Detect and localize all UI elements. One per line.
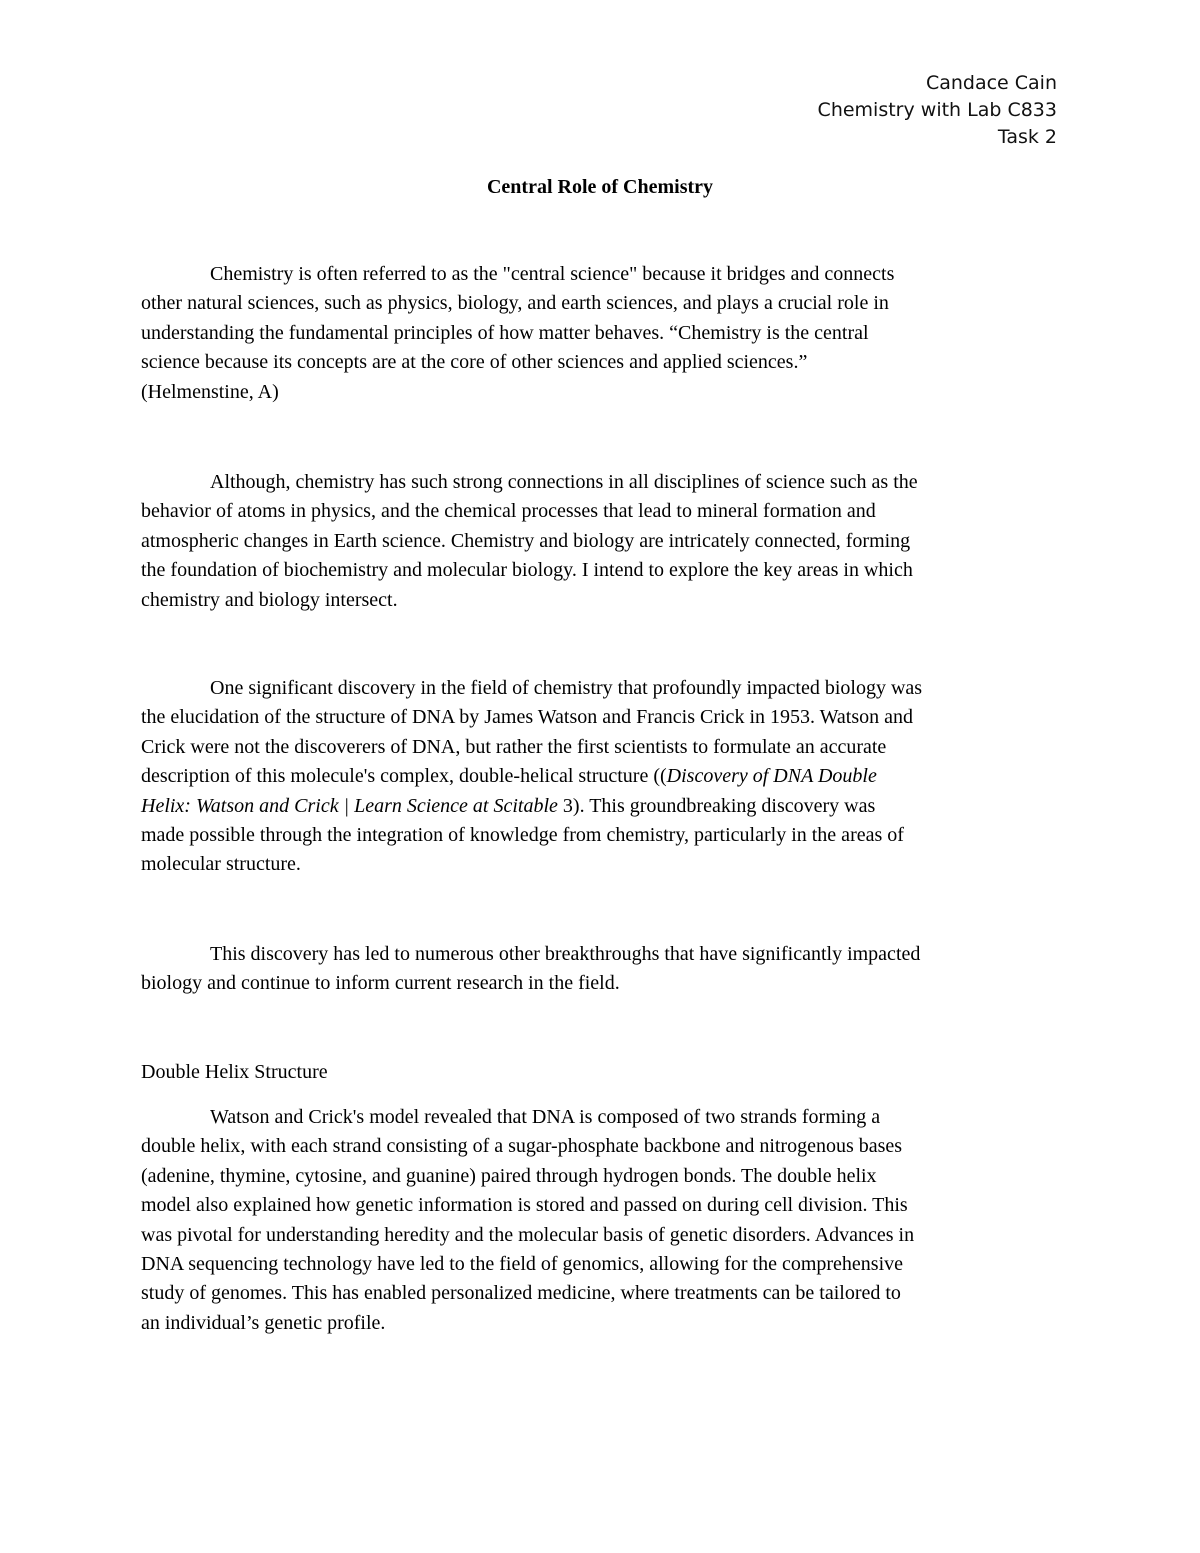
paragraph-line: This discovery has led to numerous other breakthroughs that have significantly impacted [210,943,921,965]
paragraph-line: biology and continue to inform current research in the field. [141,972,620,995]
paragraph-line: model also explained how genetic information is stored and passed on during cell division. This [141,1194,908,1217]
paragraph-line: science because its concepts are at the core of other sciences and applied sciences.” [141,351,808,374]
citation-title: Helix: Watson and Crick | Learn Science at Scitable [141,794,558,817]
paragraph-line: DNA sequencing technology have led to the field of genomics, allowing for the comprehensive [141,1253,904,1276]
paragraph-line: Crick were not the discoverers of DNA, but rather the first scientists to formulate an accurate [141,735,887,758]
citation-title: Discovery of DNA Double [666,765,877,788]
paragraph-line: description of this molecule's complex, double-helical structure ((Discovery of DNA Double [141,765,877,788]
section-heading: Double Helix Structure [141,1061,328,1083]
task-label: Task 2 [997,126,1057,148]
paragraph-line: study of genomes. This has enabled personalized medicine, where treatments can be tailored to [141,1282,901,1305]
paragraph-connections [141,468,1061,615]
paragraph-line: was pivotal for understanding heredity and the molecular basis of genetic disorders. Advances in [141,1223,915,1246]
document-title: Central Role of Chemistry [486,176,714,198]
author-header [818,70,1057,151]
paragraph-line: molecular structure. [141,853,301,876]
paragraph-line: Although, chemistry has such strong connections in all disciplines of science such as the [210,471,918,493]
author-name: Candace Cain [925,72,1057,94]
paragraph-line: made possible through the integration of knowledge from chemistry, particularly in the areas of [141,824,904,847]
paragraph-line: an individual’s genetic profile. [141,1311,386,1334]
paragraph-line: understanding the fundamental principles of how matter behaves. “Chemistry is the central [141,321,869,344]
paragraph-line: Chemistry is often referred to as the "central science" because it bridges and connects [210,263,895,285]
paragraph-line: Helix: Watson and Crick | Learn Science at Scitable 3). This groundbreaking discovery was [141,794,876,817]
paragraph-line: Watson and Crick's model revealed that DNA is composed of two strands forming a [210,1106,881,1128]
paragraph-breakthroughs [141,940,1061,999]
paragraph-line: atmospheric changes in Earth science. Chemistry and biology are intricately connected, forming [141,529,911,552]
paragraph-line: the elucidation of the structure of DNA by James Watson and Francis Crick in 1953. Watson and [141,706,914,729]
paragraph-line: the foundation of biochemistry and molecular biology. I intend to explore the key areas in which [141,559,913,582]
paragraph-intro [141,260,1061,407]
paragraph-line: behavior of atoms in physics, and the chemical processes that lead to mineral formation and [141,500,876,523]
paragraph-double-helix [141,1103,1061,1338]
paragraph-line: (Helmenstine, A) [141,380,279,403]
paragraph-line: other natural sciences, such as physics, biology, and earth sciences, and plays a crucial role in [141,292,889,315]
paragraph-line: chemistry and biology intersect. [141,588,398,611]
paragraph-line: (adenine, thymine, cytosine, and guanine) paired through hydrogen bonds. The double helix [141,1164,877,1187]
paragraph-line: One significant discovery in the field of chemistry that profoundly impacted biology was [210,677,923,699]
paragraph-dna-discovery [141,674,1061,880]
course-name: Chemistry with Lab C833 [817,99,1057,121]
paragraph-line: double helix, with each strand consisting of a sugar-phosphate backbone and nitrogenous bases [141,1135,903,1158]
